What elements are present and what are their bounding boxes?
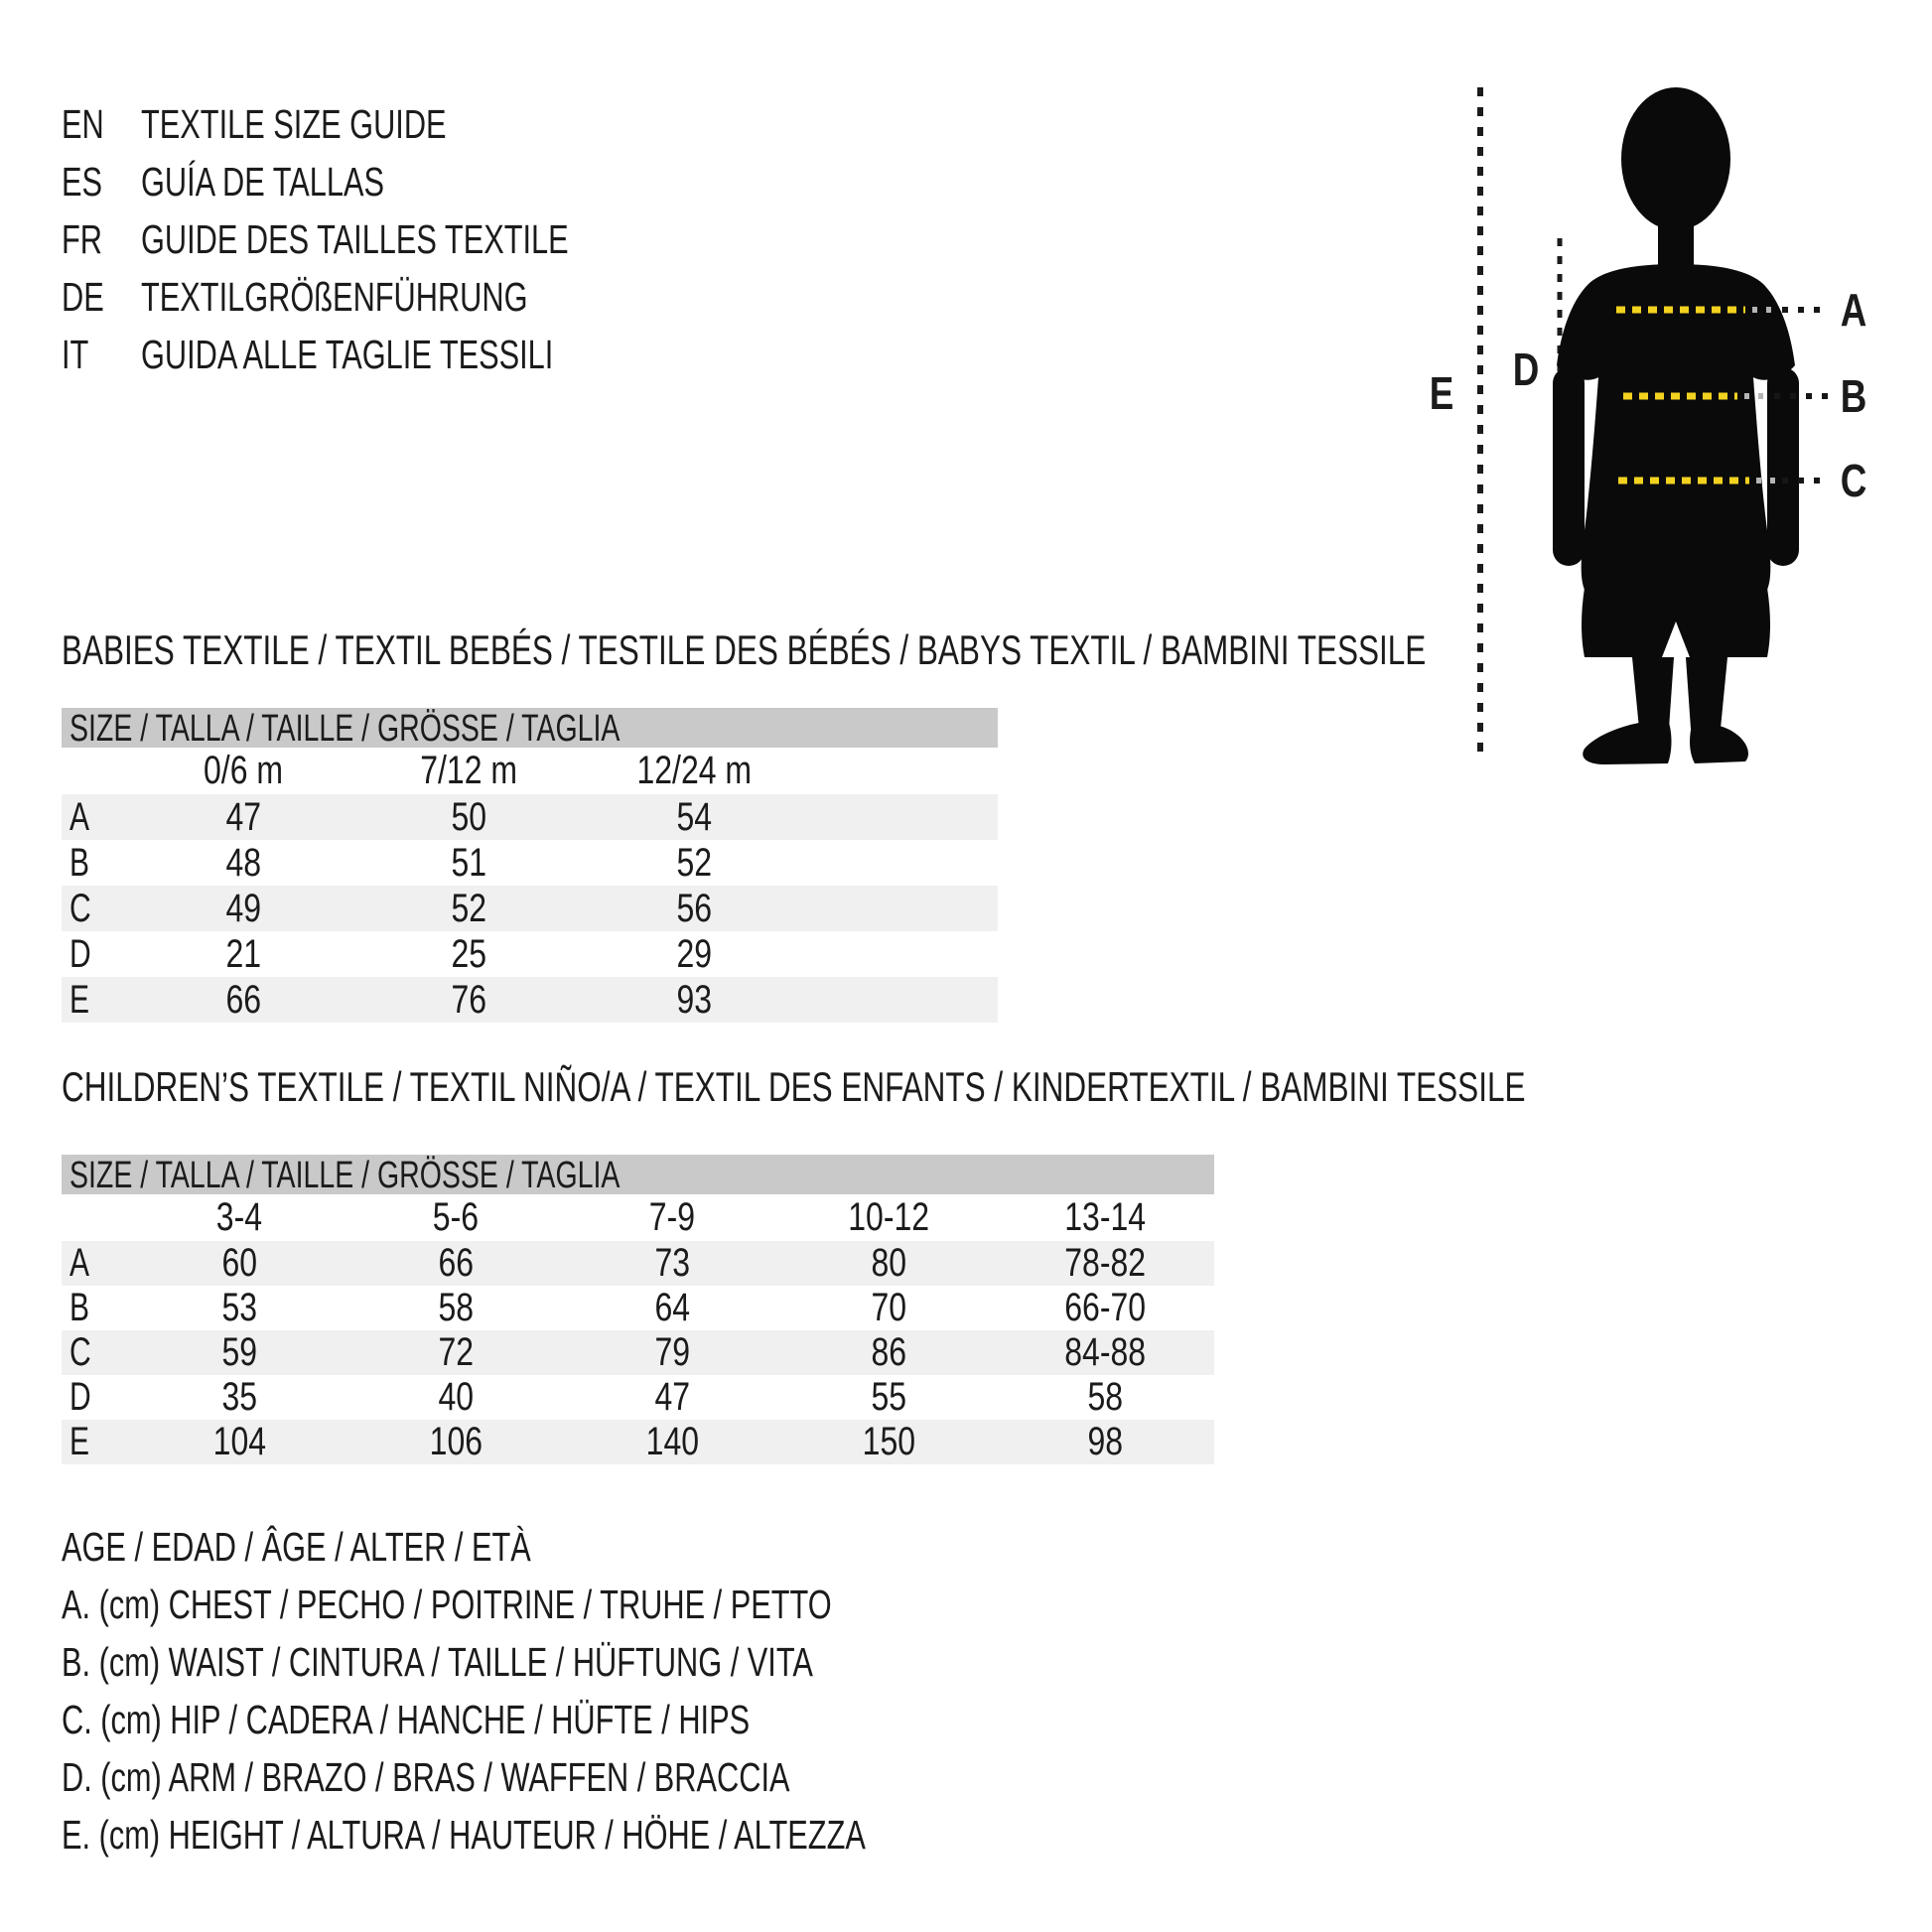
children-table-row	[62, 1241, 1214, 1286]
babies-value-cell-text: 25	[451, 931, 487, 976]
legend-line-text: AGE / EDAD / ÂGE / ALTER / ETÀ	[62, 1524, 531, 1570]
babies-value-cell-text: 52	[451, 886, 487, 930]
legend-line-text: D. (cm) ARM / BRAZO / BRAS / WAFFEN / BRACCIA	[62, 1754, 790, 1800]
children-value-cell	[780, 1330, 997, 1375]
babies-value-cell	[131, 932, 356, 977]
language-row	[62, 326, 711, 383]
children-value-cell	[347, 1241, 564, 1286]
babies-value-cell	[582, 932, 807, 977]
children-value-cell-text: 58	[438, 1286, 474, 1329]
language-row	[62, 210, 711, 268]
children-value-cell-text: 150	[862, 1420, 915, 1463]
legend-line-text: C. (cm) HIP / CADERA / HANCHE / HÜFTE / HIPS	[62, 1697, 751, 1742]
children-value-cell	[564, 1286, 780, 1330]
children-value-cell	[131, 1286, 347, 1330]
children-age-cell	[347, 1195, 564, 1240]
babies-value-cell	[131, 978, 356, 1023]
language-code	[62, 95, 141, 153]
language-title	[141, 210, 711, 268]
children-value-cell	[997, 1420, 1213, 1464]
babies-value-cell-text: 29	[676, 931, 713, 976]
language-title-text: GUIDA ALLE TAGLIE TESSILI	[141, 332, 554, 377]
babies-value-cell	[582, 887, 807, 931]
babies-value-cell-text: 51	[451, 840, 487, 885]
children-value-cell-text: 60	[221, 1241, 257, 1285]
babies-value-cell-text: 49	[225, 886, 262, 930]
children-row-label	[62, 1330, 131, 1375]
babies-value-cell	[131, 887, 356, 931]
children-age-cell-text: 5-6	[432, 1195, 480, 1239]
babies-value-cell-text: 66	[225, 977, 262, 1022]
language-row	[62, 268, 711, 326]
children-size-header-bar	[62, 1155, 1214, 1194]
legend-line	[62, 1806, 1134, 1863]
language-code	[62, 153, 141, 210]
legend-line-text: B. (cm) WAIST / CINTURA / TAILLE / HÜFTUNG / VITA	[62, 1639, 813, 1685]
babies-value-cell	[356, 932, 582, 977]
babies-value-cell-text: 52	[676, 840, 713, 885]
children-size-table	[62, 1155, 1214, 1464]
language-code-text: DE	[62, 274, 104, 320]
children-row-label-text: E	[69, 1420, 90, 1463]
language-code	[62, 268, 141, 326]
babies-row-label-text: E	[69, 977, 90, 1022]
legend-line	[62, 1691, 1134, 1748]
babies-row-label-text: B	[69, 840, 90, 885]
language-code	[62, 210, 141, 268]
babies-title-text: BABIES TEXTILE / TEXTIL BEBÉS / TESTILE DES BÉBÉS / BABYS TEXTIL / BAMBINI TESSILE	[62, 626, 1427, 673]
babies-value-cell-text: 56	[676, 886, 713, 930]
babies-row-label-text: A	[69, 794, 90, 839]
babies-value-cell	[131, 841, 356, 886]
children-value-cell	[997, 1330, 1213, 1375]
children-value-cell-text: 84-88	[1064, 1330, 1146, 1374]
language-title-text: TEXTILGRÖßENFÜHRUNG	[141, 274, 528, 320]
babies-table-row	[62, 886, 998, 931]
language-title	[141, 268, 656, 326]
children-age-cell	[997, 1195, 1213, 1240]
babies-value-cell-text: 76	[451, 977, 487, 1022]
language-row	[62, 153, 711, 210]
children-row-label	[62, 1375, 131, 1420]
babies-value-cell	[582, 841, 807, 886]
label-hip-c: C	[1840, 455, 1867, 506]
children-age-cell	[131, 1195, 347, 1240]
babies-value-cell	[356, 978, 582, 1023]
babies-value-cell	[582, 795, 807, 840]
legend-line-text: A. (cm) CHEST / PECHO / POITRINE / TRUHE / PETTO	[62, 1582, 832, 1627]
children-value-cell	[780, 1241, 997, 1286]
children-row-label-text: B	[69, 1286, 90, 1329]
children-title-text: CHILDREN’S TEXTILE / TEXTIL NIÑO/A / TEXTIL DES ENFANTS / KINDERTEXTIL / BAMBINI TESSILE	[62, 1063, 1526, 1110]
children-table-row	[62, 1330, 1214, 1375]
children-value-cell	[997, 1286, 1213, 1330]
children-age-cell-text: 13-14	[1064, 1195, 1146, 1239]
babies-row-label	[62, 932, 131, 977]
language-code	[62, 326, 141, 383]
babies-age-cell	[582, 749, 807, 793]
language-title	[141, 95, 548, 153]
babies-row-label	[62, 841, 131, 886]
babies-age-cell-text: 0/6 m	[204, 749, 284, 792]
babies-size-table	[62, 708, 998, 1023]
label-arm-d: D	[1512, 344, 1540, 395]
language-title	[141, 153, 466, 210]
children-value-cell-text: 53	[221, 1286, 257, 1329]
babies-value-cell-text: 93	[676, 977, 713, 1022]
children-row-label	[62, 1286, 131, 1330]
children-value-cell-text: 58	[1087, 1375, 1123, 1419]
children-row-label-text: D	[69, 1375, 91, 1419]
children-age-cell-text: 7-9	[648, 1195, 696, 1239]
children-size-header-text: SIZE / TALLA / TAILLE / GRÖSSE / TAGLIA	[69, 1155, 621, 1196]
children-value-cell-text: 66-70	[1064, 1286, 1146, 1329]
measurement-legend	[62, 1518, 1134, 1863]
children-age-cell	[564, 1195, 780, 1240]
children-value-cell	[131, 1375, 347, 1420]
children-value-cell-text: 104	[212, 1420, 266, 1463]
children-section-title	[62, 1065, 1932, 1109]
child-measurement-figure	[1420, 69, 1916, 784]
babies-value-cell	[131, 795, 356, 840]
babies-age-cell	[356, 749, 582, 793]
babies-value-cell	[582, 978, 807, 1023]
children-value-cell	[564, 1330, 780, 1375]
language-code-text: FR	[62, 216, 102, 262]
children-value-cell	[997, 1241, 1213, 1286]
children-value-cell	[564, 1420, 780, 1464]
children-value-cell	[131, 1330, 347, 1375]
children-age-cell-text: 10-12	[848, 1195, 929, 1239]
children-value-cell-text: 98	[1087, 1420, 1123, 1463]
legend-line	[62, 1748, 1134, 1806]
children-row-label-text: C	[69, 1330, 91, 1374]
children-table-row	[62, 1420, 1214, 1464]
children-row-label-text: A	[69, 1241, 90, 1285]
children-row-label	[62, 1420, 131, 1464]
legend-line-text: E. (cm) HEIGHT / ALTURA / HAUTEUR / HÖHE / ALTEZZA	[62, 1812, 866, 1858]
babies-row-label-text: C	[69, 886, 91, 930]
language-title	[141, 326, 691, 383]
language-code-text: ES	[62, 159, 103, 205]
children-value-cell-text: 64	[654, 1286, 690, 1329]
babies-table-row	[62, 840, 998, 886]
babies-row-label	[62, 978, 131, 1023]
babies-size-header-text: SIZE / TALLA / TAILLE / GRÖSSE / TAGLIA	[69, 708, 621, 750]
children-age-cell	[780, 1195, 997, 1240]
babies-value-cell-text: 21	[225, 931, 262, 976]
label-height-e: E	[1429, 367, 1454, 419]
babies-value-cell-text: 47	[225, 794, 262, 839]
children-value-cell-text: 66	[438, 1241, 474, 1285]
children-value-cell-text: 40	[438, 1375, 474, 1419]
babies-value-cell-text: 54	[676, 794, 713, 839]
language-code-text: EN	[62, 101, 104, 147]
children-value-cell-text: 78-82	[1064, 1241, 1146, 1285]
babies-row-label	[62, 887, 131, 931]
children-value-cell-text: 47	[654, 1375, 690, 1419]
language-title-text: TEXTILE SIZE GUIDE	[141, 101, 447, 147]
babies-row-label-text: D	[69, 931, 91, 976]
language-code-text: IT	[62, 332, 89, 377]
language-title-text: GUÍA DE TALLAS	[141, 159, 384, 205]
babies-table-row	[62, 931, 998, 977]
babies-age-cell-text: 7/12 m	[420, 749, 518, 792]
legend-line	[62, 1633, 1134, 1691]
babies-section-title	[62, 628, 1880, 672]
children-value-cell	[347, 1375, 564, 1420]
children-value-cell-text: 80	[871, 1241, 906, 1285]
children-value-cell-text: 55	[871, 1375, 906, 1419]
babies-value-cell	[356, 887, 582, 931]
babies-age-cell	[131, 749, 356, 793]
legend-line	[62, 1518, 1134, 1576]
children-row-label	[62, 1241, 131, 1286]
children-value-cell-text: 106	[429, 1420, 483, 1463]
babies-row-label	[62, 795, 131, 840]
children-value-cell-text: 86	[871, 1330, 906, 1374]
children-table-row	[62, 1286, 1214, 1330]
children-value-cell-text: 73	[654, 1241, 690, 1285]
children-value-cell	[347, 1286, 564, 1330]
babies-age-cell-text: 12/24 m	[636, 749, 753, 792]
children-age-cell-text: 3-4	[215, 1195, 263, 1239]
children-value-cell	[347, 1330, 564, 1375]
children-value-cell-text: 79	[654, 1330, 690, 1374]
children-value-cell-text: 72	[438, 1330, 474, 1374]
children-value-cell-text: 140	[645, 1420, 699, 1463]
babies-size-header-bar	[62, 708, 998, 748]
babies-value-cell	[356, 795, 582, 840]
children-value-cell	[997, 1375, 1213, 1420]
label-chest-a: A	[1840, 284, 1867, 336]
children-value-cell-text: 35	[221, 1375, 257, 1419]
children-value-cell-text: 70	[871, 1286, 906, 1329]
children-ages-row	[62, 1194, 1214, 1241]
language-title-text: GUIDE DES TAILLES TEXTILE	[141, 216, 569, 262]
language-list	[62, 95, 711, 383]
label-waist-b: B	[1840, 370, 1867, 422]
children-value-cell	[780, 1420, 997, 1464]
children-value-cell	[131, 1241, 347, 1286]
babies-value-cell-text: 48	[225, 840, 262, 885]
children-value-cell-text: 59	[221, 1330, 257, 1374]
children-value-cell	[564, 1241, 780, 1286]
children-table-row	[62, 1375, 1214, 1420]
children-value-cell	[131, 1420, 347, 1464]
babies-table-row	[62, 794, 998, 840]
children-value-cell	[780, 1375, 997, 1420]
legend-line	[62, 1576, 1134, 1633]
children-value-cell	[780, 1286, 997, 1330]
children-value-cell	[347, 1420, 564, 1464]
babies-value-cell	[356, 841, 582, 886]
babies-ages-row	[62, 748, 998, 794]
babies-table-row	[62, 977, 998, 1023]
babies-value-cell-text: 50	[451, 794, 487, 839]
language-row	[62, 95, 711, 153]
children-value-cell	[564, 1375, 780, 1420]
